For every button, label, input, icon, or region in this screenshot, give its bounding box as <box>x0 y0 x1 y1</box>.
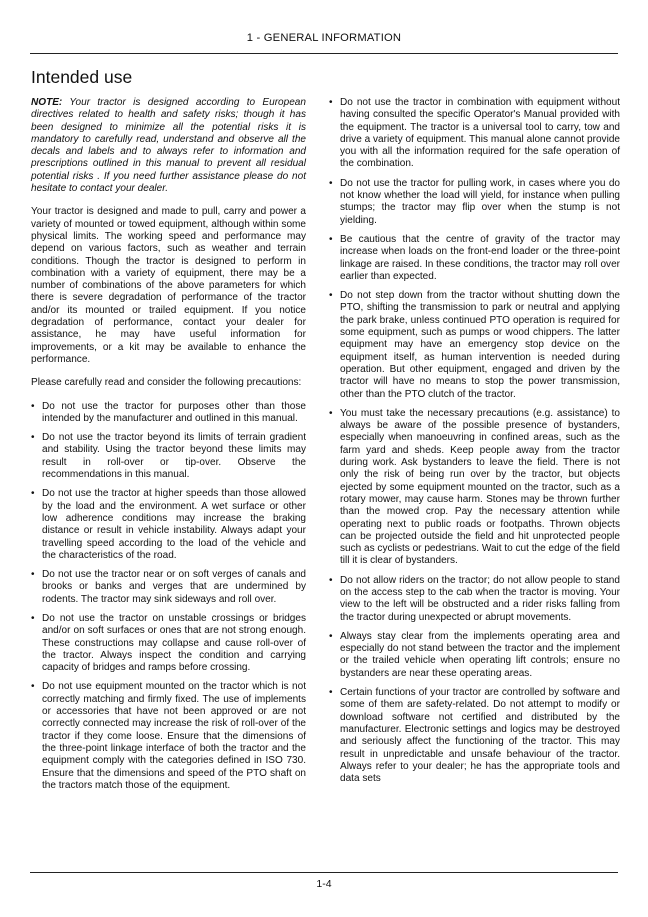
list-item: • You must take the necessary precautions (e.g. assistance) to always be aware of the possible presence of bystanders, especially when manoeuvring in confined areas, such as the farm yard and sheds. Keep people away from the tractor during work. Ask bystanders to leave the field. There is not only the risk of being run over by the tractor, but objects ejected by some equipment mounted on the tractor, such as a rotary mower, may cause harm. Stones may be thrown further than the mowed crop. Pay the necessary attention while operating next to public roads or footpaths. Thrown objects can be projected outside the field and hit unprotected people such as cyclists or pedestrians. Wait to cut the edge of the field till it is clear of bystanders. <box>329 408 620 568</box>
page-number: 1-4 <box>316 878 332 890</box>
list-item: • Do not use the tractor near or on soft verges of canals and brooks or banks and verges that are undermined by rodents. The tractor may sink sideways and roll over. <box>31 569 306 606</box>
precautions-intro: Please carefully read and consider the following precautions: <box>31 377 302 389</box>
list-item: • Certain functions of your tractor are controlled by software and some of them are safety-related. Do not attempt to modify or download software not certified and distributed by the manufacturer. Electronic settings and logics may be destroyed and seriously affect the functioning of the tractor. This may result in unpredictable and unsafe behaviour of the tractor. Always refer to your dealer; he has the appropriate tools and data sets <box>329 687 620 785</box>
note-text: Your tractor is designed according to European directives related to health and safety risks; though it has been designed to minimize all the potential risks it is mandatory to carefully read, understand and observe all the decals and labels and to always refer to information and prescriptions outlined in this manual to prevent all residual potential risks . If you need further assistance please do not hesitate to contact your dealer. <box>31 97 306 195</box>
right-column <box>329 97 620 792</box>
list-item: • Do not use the tractor for purposes other than those intended by the manufacturer and outlined in this manual. <box>31 401 306 426</box>
intro-paragraph: Your tractor is designed and made to pull, carry and power a variety of mounted or towed equipment, although within some physical limits. The working speed and performance may depend on various factors, such as weather and terrain conditions. Though the tractor is designed to perform in combination with a variety of equipment, there may be a number of combinations of the above parameters for which there is severe degradation of performance of the tractor and/or its mounted or trailed equipment. If you notice degradation of performance, contact your dealer for assistance, he may have useful information for improvements, or a kit may be available to enhance the performance. <box>31 206 306 365</box>
running-header: 1 - GENERAL INFORMATION <box>246 32 402 44</box>
list-item: • Be cautious that the centre of gravity of the tractor may increase when loads on the front-end loader or the three-point linkage are raised. In these conditions, the tractor may roll over earlier than expected. <box>329 234 620 283</box>
left-bullet-list <box>31 401 306 793</box>
left-column <box>31 97 306 799</box>
list-item: • Do not use the tractor on unstable crossings or bridges and/or on soft surfaces or ones that are not strong enough. These constructions may collapse and cause roll-over of the tractor. Always inspect the condition and carrying capacity of bridges and ramps before crossing. <box>31 613 306 674</box>
list-item: • Do not use the tractor for pulling work, in cases where you do not know whether the load will yield, for instance when pulling stumps; the tractor may flip over when the stump is not yielding. <box>329 178 620 227</box>
right-bullet-list <box>329 97 620 785</box>
footer-rule <box>30 872 618 873</box>
note-label: NOTE: <box>31 97 63 108</box>
note-paragraph <box>31 97 306 195</box>
list-item: • Do not use equipment mounted on the tractor which is not correctly matching and firmly fixed. The use of implements or accessories that have not been approved or are not correctly connected may increase the risk of roll-over of the tractor if they come loose. Ensure that the dimensions of the three-point linkage interface of both the tractor and the equipment comply with the categories defined in ISO 730. Ensure that the dimensions and speed of the PTO shaft on the tractors match those of the equipment. <box>31 681 306 792</box>
header-rule <box>30 53 618 54</box>
list-item: • Do not allow riders on the tractor; do not allow people to stand on the access step to the cab when the tractor is moving. Your view to the left will be obstructed and a rider risks falling from the tractor during unexpected or abrupt movements. <box>329 575 620 624</box>
list-item: • Always stay clear from the implements operating area and especially do not stand between the tractor and the implement or the trailed vehicle when operating lift controls; ensure no bystanders are near these operating areas. <box>329 631 620 680</box>
list-item: • Do not use the tractor beyond its limits of terrain gradient and stability. Using the tractor beyond these limits may result in roll-over or tip-over. Observe the recommendations in this manual. <box>31 432 306 481</box>
list-item: • Do not step down from the tractor without shutting down the PTO, shifting the transmission to park or neutral and applying the park brake, unless continued PTO operation is required for some equipment, such as pumps or wood chippers. The latter equipment may have an emergency stop device on the equipment itself, as human intervention is needed during operation. But other equipment, engaged and driven by the tractor will have no means to stop the power transmission, other than the PTO clutch of the tractor. <box>329 290 620 401</box>
section-title: Intended use <box>31 67 133 87</box>
list-item: • Do not use the tractor at higher speeds than those allowed by the load and the environment. A wet surface or other low adherence conditions may increase the braking distance or result in vehicle instability. Always adapt your travelling speed according to the load of the vehicle and the characteristics of the road. <box>31 488 306 562</box>
list-item: • Do not use the tractor in combination with equipment without having consulted the specific Operator's Manual provided with the equipment. The tractor is a universal tool to carry, tow and drive a variety of equipment. This manual alone cannot provide you with all the information required for the safe operation of the combination. <box>329 97 620 171</box>
